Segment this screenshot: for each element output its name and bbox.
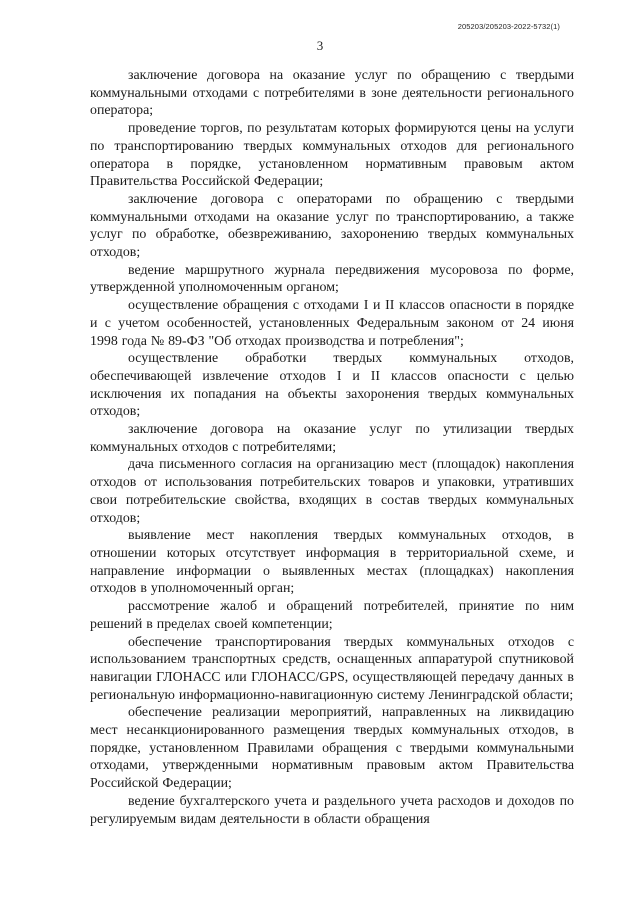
document-code: 205203/205203-2022-5732(1) xyxy=(457,22,560,31)
paragraph-contract-operators: заключение договора с операторами по обращению с твердыми коммунальными отходами на оказание услуг по транспортированию, а также услуг по обработке, обезвреживанию, захоронению твердых коммунальных отходов; xyxy=(90,191,574,261)
paragraph-illegal-dumps: обеспечение реализации мероприятий, направленных на ликвидацию мест несанкционированного размещения твердых коммунальных отходов, в порядке, установленном Правилами обращения с твердыми коммунальными отходами, утвержденными нормативным правовым актом Правительства Российской Федерации; xyxy=(90,705,574,792)
paragraph-contract-consumers: заключение договора на оказание услуг по обращению с твердыми коммунальными отходами с потребителями в зоне деятельности регионального оператора; xyxy=(90,68,574,119)
paragraph-processing: осуществление обработки твердых коммунальных отходов, обеспечивающей извлечение отходов I и II классов опасности с целью исключения их попадания на объекты захоронения твердых коммунальных отходов; xyxy=(90,351,574,420)
paragraph-site-consent: дача письменного согласия на организацию мест (площадок) накопления отходов от использования потребительских товаров и упаковки, утративших свои потребительские свойства, входящих в состав твердых коммунальных отходов; xyxy=(90,457,574,526)
paragraph-site-detection: выявление мест накопления твердых коммунальных отходов, в отношении которых отсутствует информация в территориальной схеме, и направление информации о выявленных местах (площадках) накопления отходов в уполномоченный орган; xyxy=(90,528,574,597)
paragraph-tenders: проведение торгов, по результатам которых формируются цены на услуги по транспортированию твердых коммунальных отходов для регионального оператора в порядке, установленном нормативным правовым актом Правительства Российской Федерации; xyxy=(90,121,574,190)
paragraph-hazard-classes: осуществление обращения с отходами I и II классов опасности в порядке и с учетом особенностей, установленных Федеральным законом от 24 июня 1998 года № 89-ФЗ "Об отходах производства и потребления"; xyxy=(90,298,574,349)
paragraph-route-journal: ведение маршрутного журнала передвижения мусоровоза по форме, утвержденной уполномоченным органом; xyxy=(90,262,574,296)
page-number: 3 xyxy=(316,38,324,53)
paragraph-glonass-transport: обеспечение транспортирования твердых коммунальных отходов с использованием транспортных средств, оснащенных аппаратурой спутниковой навигации ГЛОНАСС или ГЛОНАСС/GPS, осуществляющей передачу данных в региональную информационно-навигационную систему Ленинградской области; xyxy=(90,634,574,703)
body-text xyxy=(90,67,574,828)
paragraph-utilization-contract: заключение договора на оказание услуг по утилизации твердых коммунальных отходов с потребителями; xyxy=(90,422,574,455)
paragraph-accounting: ведение бухгалтерского учета и раздельного учета расходов и доходов по регулируемым видам деятельности в области обращения xyxy=(90,793,574,827)
paragraph-complaints: рассмотрение жалоб и обращений потребителей, принятие по ним решений в пределах своей компетенции; xyxy=(90,599,574,632)
